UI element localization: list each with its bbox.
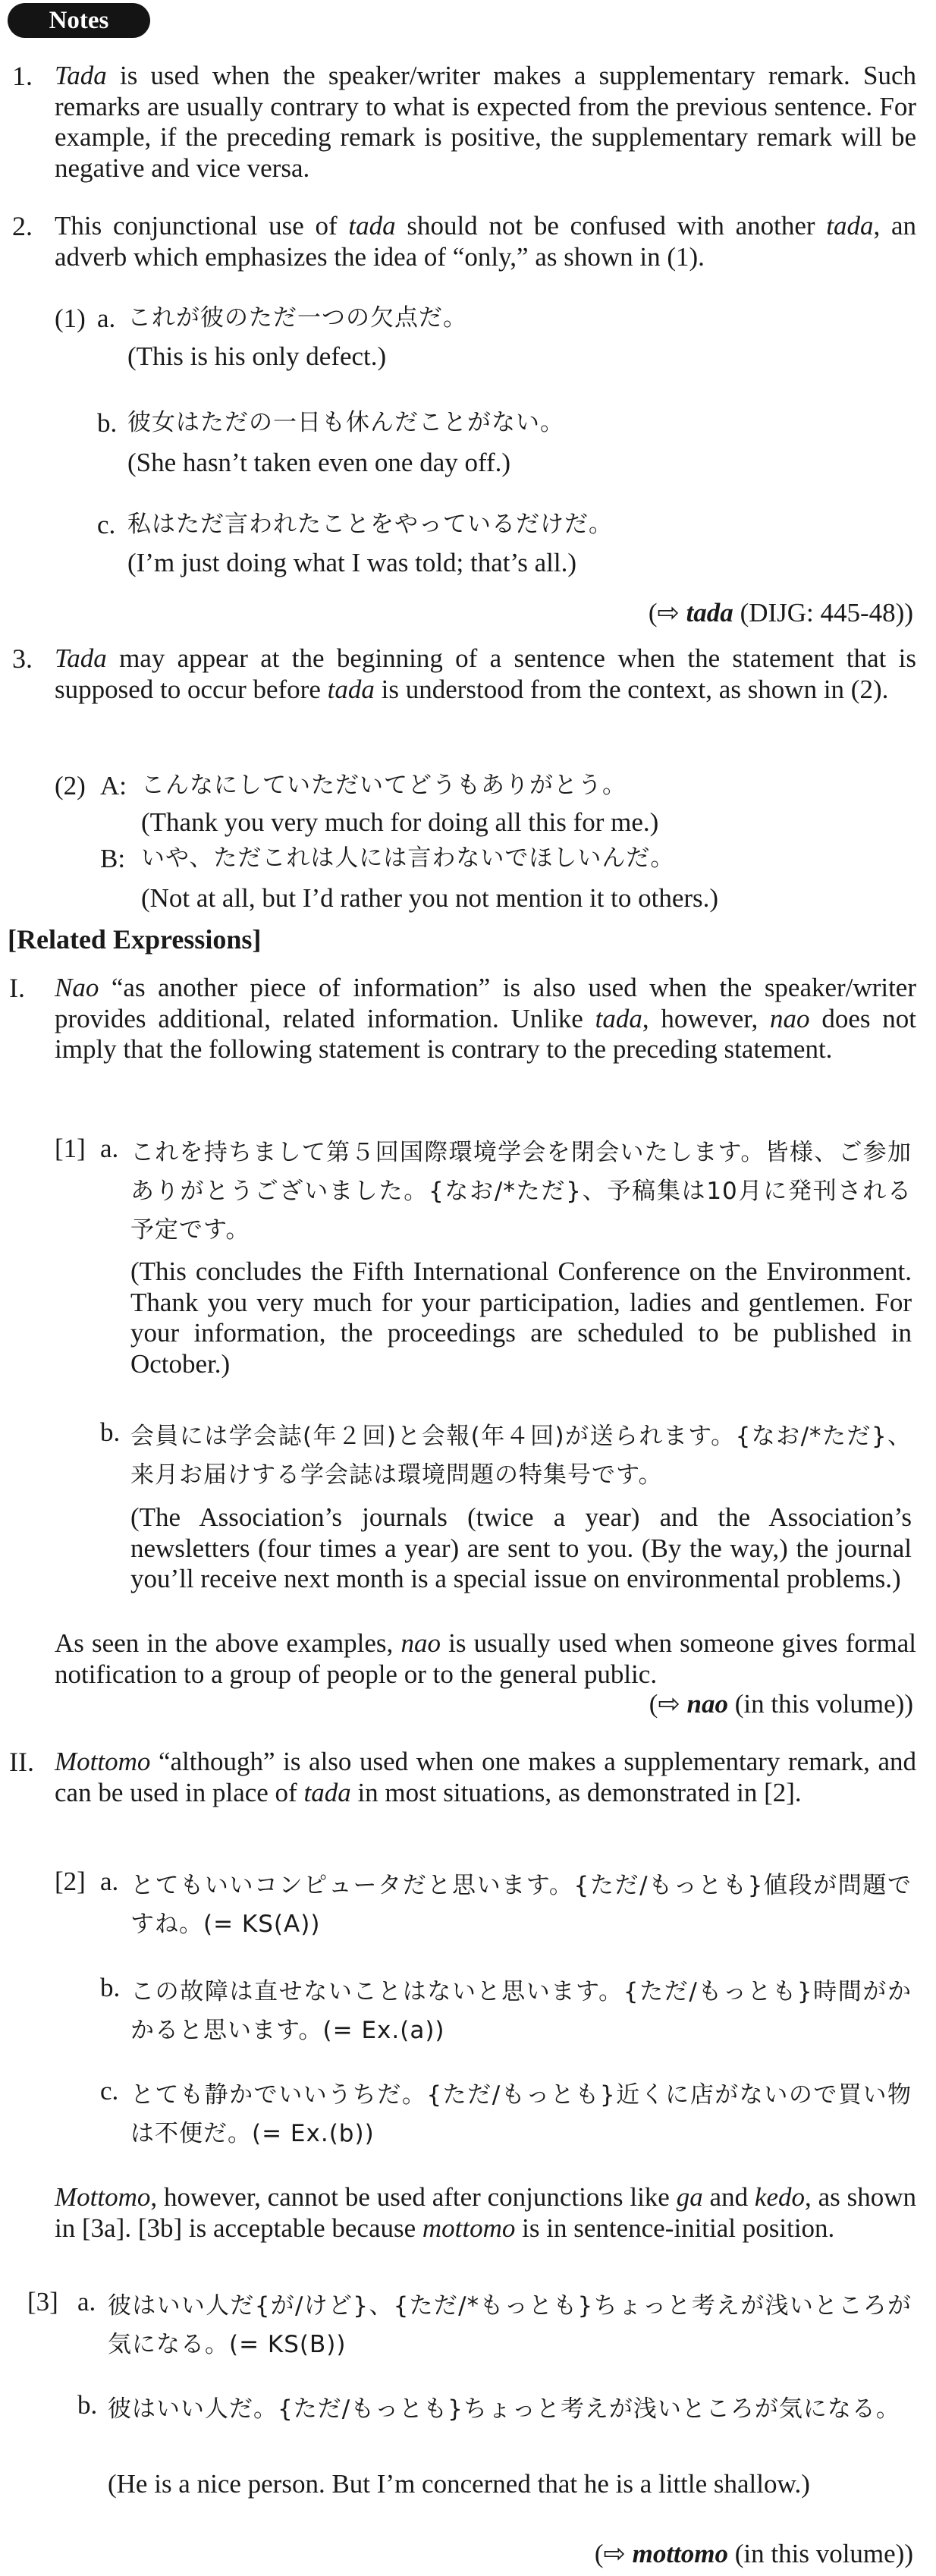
example-2b-english: (Not at all, but I’d rather you not mention it to others.) [141,883,719,913]
related-II-text [55,1747,916,1808]
related-I-ref-tail: (in this volume)) [728,1689,913,1719]
example-r1b-english: (The Association’s journals (twice a year) and the Association’s newsletters (four times a year) are sent to you. (By the way,) the journal you’ll receive next month is a special issue on environmental problems.) [130,1502,912,1594]
related-II-mid-term-1: Mottomo [55,2182,151,2212]
related-I-term-2: tada [595,1003,642,1033]
example-r3b-japanese: 彼はいい人だ。{ただ/もっとも}ちょっと考えが浅いところが気になる。 [108,2395,900,2423]
example-r1a-label: a. [100,1134,119,1163]
note2-term-1: tada [348,211,396,241]
note2-body-1: This conjunctional use of [55,211,349,241]
note2-ref-tail: (DIJG: 445-48)) [733,598,913,627]
example-1b-english: (She hasn’t taken even one day off.) [127,448,511,477]
related-II-body-1: “although” is also used when one makes a supplementary remark, and can be used in place of [55,1747,916,1807]
related-II-mid-body-4: is in sentence-initial position. [515,2213,835,2243]
note2-ref-arrow: (⇨ [648,598,686,627]
example-r3a-label: a. [77,2287,96,2317]
example-2a-label: A: [100,771,127,800]
related-I-body-1: “as another piece of information” is also used when the speaker/writer provides additional, related information. Unlike [55,973,916,1033]
note1-text [55,61,916,184]
example-r2-number: [2] [55,1867,86,1896]
related-II-number: II. [9,1747,34,1777]
related-I-ref-arrow: (⇨ [649,1689,687,1719]
related-I-summary-term: nao [400,1628,441,1658]
related-I-term-1: Nao [55,973,99,1002]
example-1b-japanese: 彼女はただの一日も休んだことがない。 [127,409,564,436]
example-r2b-japanese: この故障は直せないことはないと思います。{ただ/もっとも}時間がかかると思います。(= Ex.(a)) [130,1978,912,2045]
example-1c-japanese: 私はただ言われたことをやっているだけだ。 [127,511,613,538]
note3-term-1: Tada [55,643,107,673]
note2-cross-reference [649,598,913,629]
related-II-mid-body-2: and [702,2182,755,2212]
example-1b-label: b. [97,408,118,438]
note3-body-2: is understood from the context, as shown in (2). [374,674,889,704]
example-r3a-japanese: 彼はいい人だ{が/けど}、{ただ/*もっとも}ちょっと考えが浅いところが気になる。(= KS(B)) [108,2292,912,2359]
related-II-term-1: Mottomo [55,1747,151,1776]
example-2a-japanese: こんなにしていただいてどうもありがとう。 [141,772,627,799]
example-1c-english: (I’m just doing what I was told; that’s all.) [127,548,576,577]
related-I-term-3: nao [770,1003,810,1033]
example-r1a-english: (This concludes the Fifth International Conference on the Environment. Thank you very much for your participation, ladies and gentlemen. For your information, the proceedings are scheduled to be published in October.) [130,1257,912,1379]
example-1-number: (1) [55,304,86,333]
note2-ref-word: tada [686,598,733,627]
note3-text [55,643,916,705]
example-r2a-japanese: とてもいいコンピュータだと思います。{ただ/もっとも}値段が問題ですね。(= KS(A)) [130,1872,912,1939]
note3-number: 3. [12,643,33,674]
example-r2a-label: a. [100,1867,119,1896]
example-1a-english: (This is his only defect.) [127,341,387,371]
example-r3-number: [3] [27,2287,58,2317]
related-I-text [55,973,916,1065]
example-r2c-japanese: とても静かでいいうちだ。{ただ/もっとも}近くに店がないので買い物は不便だ。(= Ex.(b)) [130,2081,912,2148]
related-expressions-heading: [Related Expressions] [8,924,262,955]
note2-body-3: , an adverb which emphasizes the idea of “only,” as shown in (1). [55,211,916,272]
note3-body-1: may appear at the beginning of a sentence when the statement that is supposed to occur before [55,643,916,704]
related-II-ref-arrow: (⇨ [594,2539,633,2568]
related-I-summary-2: is usually used when someone gives formal notification to a group of people or to the general public. [55,1628,916,1689]
example-r3b-english: (He is a nice person. But I’m concerned that he is a little shallow.) [108,2469,810,2499]
example-1c-label: c. [97,510,116,539]
related-II-ref-word: mottomo [632,2539,728,2568]
example-1a-japanese: これが彼のただ一つの欠点だ。 [127,304,467,332]
example-2a-english: (Thank you very much for doing all this for me.) [141,807,659,837]
example-r3b-label: b. [77,2390,98,2420]
related-II-ref-tail: (in this volume)) [728,2539,913,2568]
note2-body-2: should not be confused with another [395,211,827,241]
example-2b-japanese: いや、ただこれは人には言わないでほしいんだ。 [141,845,675,872]
note2-term-2: tada [826,211,874,241]
related-I-summary [55,1628,916,1690]
related-I-number: I. [9,973,25,1003]
notes-badge: Notes [8,3,150,38]
example-r2b-label: b. [100,1973,121,2002]
related-I-ref-word: nao [686,1689,728,1719]
note2-text [55,211,916,272]
related-I-body-2: , however, [642,1003,771,1033]
example-r1a-japanese: これを持ちまして第５回国際環境学会を閉会いたします。皆様、ご参加ありがとうございました。{なお/*ただ}、予稿集は10月に発刊される予定です。 [130,1139,912,1244]
note1-number: 1. [12,61,33,91]
related-II-cross-reference [595,2539,913,2570]
note1-body: is used when the speaker/writer makes a supplementary remark. Such remarks are usually contrary to what is expected from the previous sentence. For example, if the preceding remark is positive, the supplementary remark will be negative and vice versa. [55,61,916,183]
related-II-body-2: in most situations, as demonstrated in [2]. [350,1777,802,1807]
example-r1-number: [1] [55,1134,86,1163]
related-II-term-2: tada [303,1777,351,1807]
related-II-mid-term-4: mottomo [422,2213,516,2243]
example-r1b-japanese: 会員には学会誌(年２回)と会報(年４回)が送られます。{なお/*ただ}、来月お届けする学会誌は環境問題の特集号です。 [130,1423,912,1489]
example-2b-label: B: [100,844,126,873]
related-II-mid-term-2: ga [676,2182,703,2212]
example-1a-label: a. [97,304,116,333]
related-II-mid-body-3: , as shown in [3a]. [3b] is acceptable because [55,2182,916,2243]
related-I-summary-1: As seen in the above examples, [55,1628,401,1658]
related-I-cross-reference [649,1689,913,1720]
note1-term: Tada [55,61,107,90]
related-II-mid-body-1: , however, cannot be used after conjunctions like [150,2182,677,2212]
example-r2c-label: c. [100,2076,119,2106]
related-II-mid-term-3: kedo [754,2182,805,2212]
related-II-middle-text [55,2182,916,2244]
related-I-body-3: does not imply that the following statement is contrary to the preceding statement. [55,1003,916,1065]
example-2-number: (2) [55,771,86,800]
note2-number: 2. [12,211,33,241]
example-r1b-label: b. [100,1417,121,1447]
note3-term-2: tada [327,674,375,704]
